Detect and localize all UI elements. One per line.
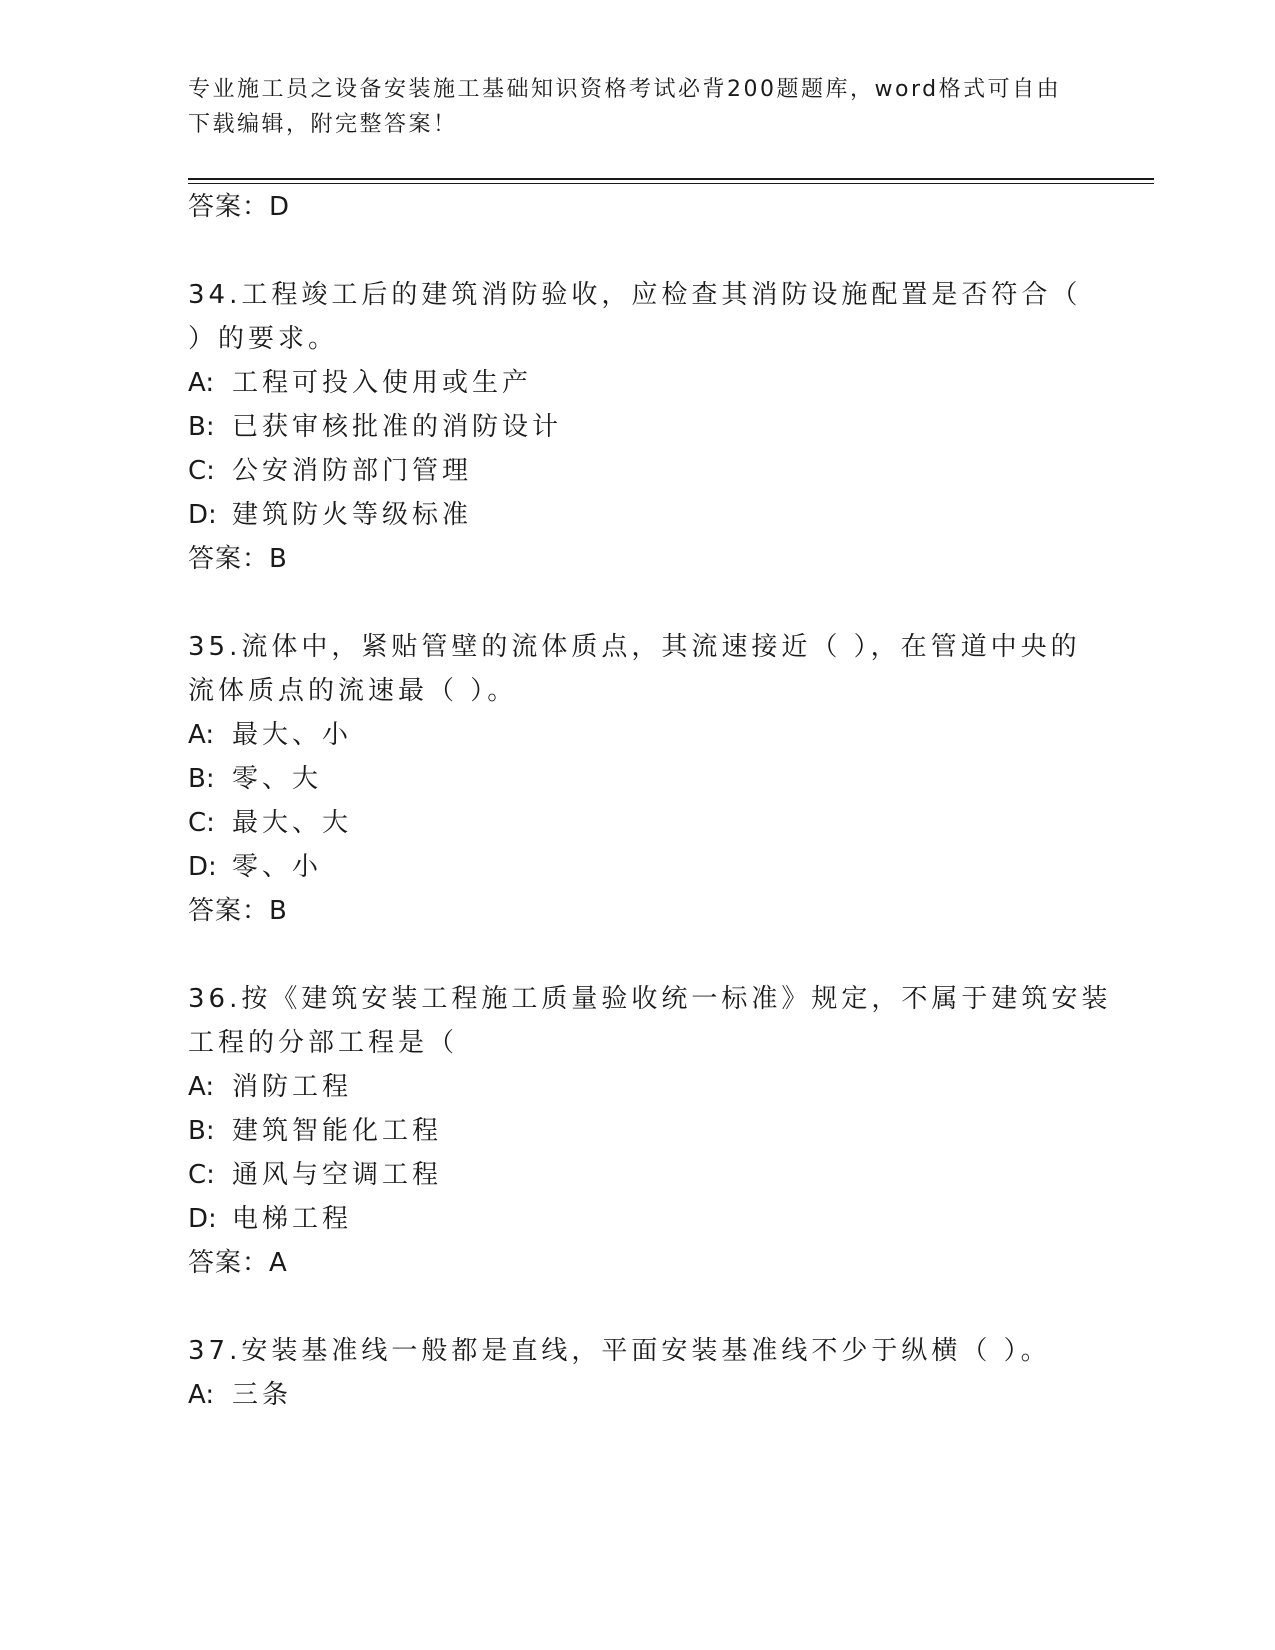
option-text: 通风与空调工程 xyxy=(232,1160,443,1190)
option-key: B: xyxy=(188,764,215,794)
option-key: D: xyxy=(188,500,217,530)
question-34-option-a xyxy=(188,368,532,398)
page-header xyxy=(188,72,1088,142)
option-text: 建筑防火等级标准 xyxy=(232,500,473,530)
option-text: 已获审核批准的消防设计 xyxy=(232,412,563,442)
question-36-option-d xyxy=(188,1204,352,1234)
previous-answer: 答案：D xyxy=(188,192,291,222)
option-text: 消防工程 xyxy=(232,1072,353,1102)
option-text: 电梯工程 xyxy=(232,1204,353,1234)
question-35-option-d xyxy=(188,852,322,882)
option-text: 最大、大 xyxy=(232,808,353,838)
option-key: C: xyxy=(188,808,215,838)
option-key: C: xyxy=(188,1160,215,1190)
question-36-stem-line-1: 36.按《建筑安装工程施工质量验收统一标准》规定，不属于建筑安装 xyxy=(188,984,1112,1014)
question-34-option-c xyxy=(188,456,472,486)
option-key: B: xyxy=(188,412,215,442)
question-37-stem-line-1: 37.安装基准线一般都是直线，平面安装基准线不少于纵横（ ）。 xyxy=(188,1336,1051,1366)
question-35-option-a xyxy=(188,720,352,750)
question-36-answer: 答案：A xyxy=(188,1248,288,1278)
option-text: 建筑智能化工程 xyxy=(232,1116,443,1146)
question-36-option-c xyxy=(188,1160,442,1190)
question-35-stem-line-1: 35.流体中，紧贴管壁的流体质点，其流速接近（ ），在管道中央的 xyxy=(188,632,1081,662)
question-37-option-a xyxy=(188,1380,292,1410)
question-35-stem-line-2: 流体质点的流速最（ ）。 xyxy=(188,676,518,706)
option-text: 零、大 xyxy=(232,764,323,794)
option-key: A: xyxy=(188,368,215,398)
option-key: C: xyxy=(188,456,215,486)
option-text: 公安消防部门管理 xyxy=(232,456,473,486)
option-text: 零、小 xyxy=(232,852,323,882)
option-text: 最大、小 xyxy=(232,720,353,750)
question-35-option-b xyxy=(188,764,322,794)
question-35-answer: 答案：B xyxy=(188,896,288,926)
option-key: D: xyxy=(188,1204,217,1234)
question-34-option-b xyxy=(188,412,562,442)
question-35-option-c xyxy=(188,808,352,838)
option-key: D: xyxy=(188,852,217,882)
header-rule-thick xyxy=(188,178,1154,180)
question-36-option-a xyxy=(188,1072,352,1102)
header-line-2: 下载编辑，附完整答案！ xyxy=(188,112,458,137)
question-36-stem-line-2: 工程的分部工程是（ xyxy=(188,1028,459,1058)
header-line-1: 专业施工员之设备安装施工基础知识资格考试必背200题题库，word格式可自由 xyxy=(188,77,1062,102)
option-key: A: xyxy=(188,720,215,750)
question-34-option-d xyxy=(188,500,472,530)
option-text: 工程可投入使用或生产 xyxy=(232,368,533,398)
question-34-answer: 答案：B xyxy=(188,544,288,574)
option-text: 三条 xyxy=(232,1380,293,1410)
option-key: B: xyxy=(188,1116,215,1146)
question-34-stem-line-1: 34.工程竣工后的建筑消防验收，应检查其消防设施配置是否符合（ xyxy=(188,280,1082,310)
question-34-stem-line-2: ）的要求。 xyxy=(188,324,339,354)
header-rule-thin xyxy=(188,183,1154,184)
option-key: A: xyxy=(188,1072,215,1102)
question-36-option-b xyxy=(188,1116,442,1146)
option-key: A: xyxy=(188,1380,215,1410)
